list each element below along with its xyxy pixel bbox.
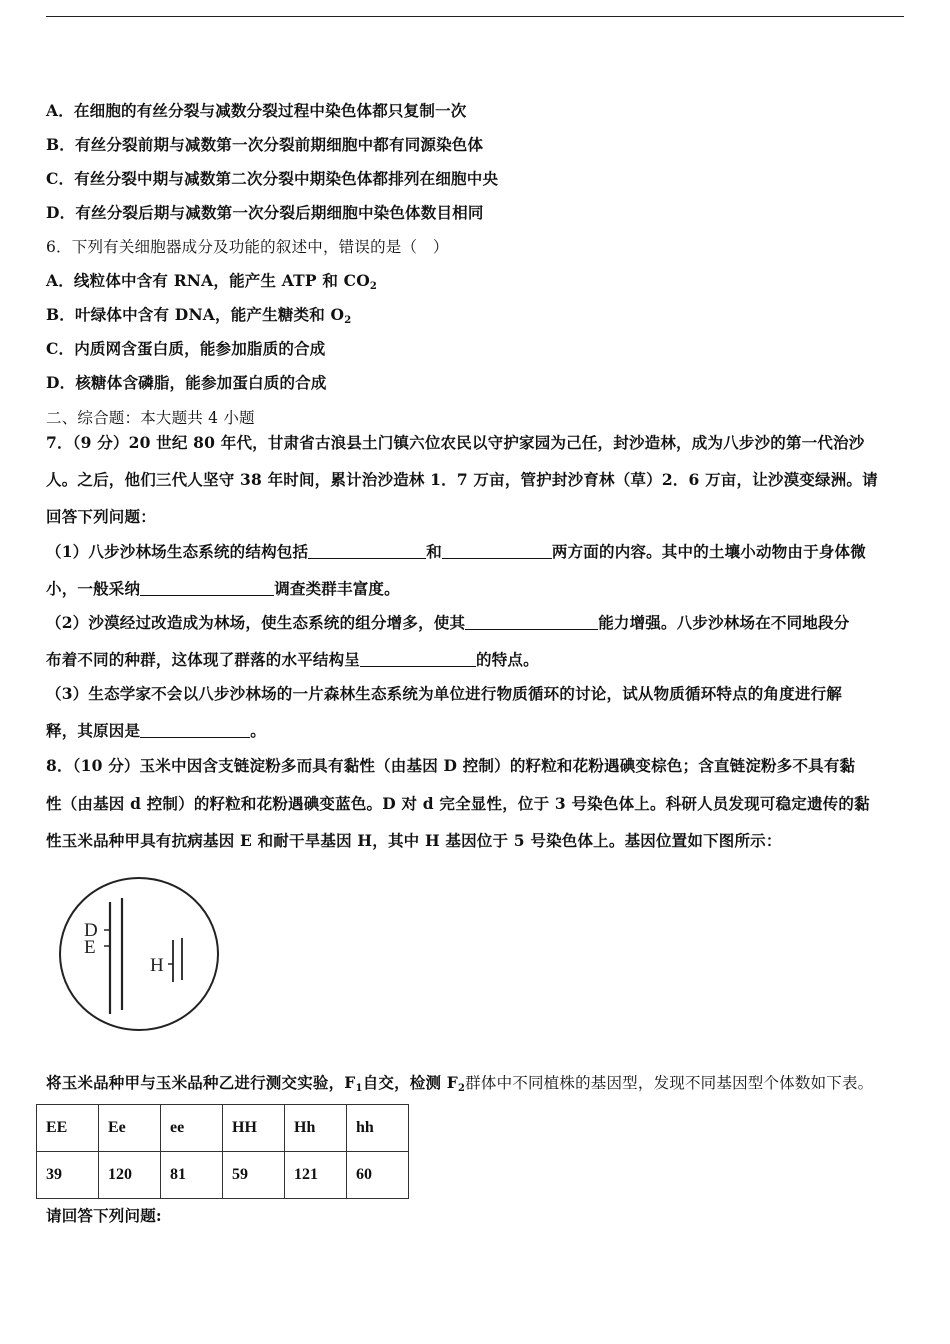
q5-option-b: B．有丝分裂前期与减数第一次分裂前期细胞中都有同源染色体 (46, 135, 484, 154)
q8-line-3: 性玉米品种甲具有抗病基因 E 和耐干旱基因 H，其中 H 基因位于 5 号染色体上。基因位置如下图所示： (46, 831, 782, 850)
q7-part1-text-d: 小，一般采纳 (46, 579, 141, 598)
q7-line-1: 7．（9 分）20 世纪 80 年代，甘肃省古浪县土门镇六位农民以守护家园为己任，封沙造林，成为八步沙的第一代治沙 (46, 433, 865, 452)
table-header-cell: hh (347, 1105, 409, 1152)
q8-ask: 请回答下列问题: (46, 1206, 162, 1225)
table-cell: 39 (37, 1152, 99, 1199)
q8-cross-text-b: 自交，检测 F (362, 1073, 458, 1092)
q6-option-b-sub: 2 (344, 315, 352, 326)
q7-line-2: 人。之后，他们三代人坚守 38 年时间，累计治沙造林 1．7 万亩，管护封沙育林（草）2．6 万亩，让沙漠变绿洲。请 (46, 470, 878, 489)
table-header-cell: Hh (285, 1105, 347, 1152)
q7-part3-text-c: 。 (250, 721, 266, 740)
gene-h-label: H (150, 955, 164, 976)
q7-part1-text-c: 两方面的内容。其中的土壤小动物由于身体微 (551, 542, 866, 561)
q7-part3-line1: （3）生态学家不会以八步沙林场的一片森林生态系统为单位进行物质循环的讨论，试从物质循环特点的角度进行解 (46, 684, 842, 703)
answer-blank[interactable] (140, 580, 274, 596)
header-rule (46, 16, 904, 17)
gene-d-label: D (84, 920, 98, 941)
q7-part1-text-e: 调查类群丰富度。 (274, 579, 400, 598)
q7-part2-text-a: （2）沙漠经过改造成为林场，使生态系统的组分增多，使其 (46, 613, 466, 632)
q7-part1-line2 (46, 579, 400, 599)
q6-option-b-text: B．叶绿体中含有 DNA，能产生糖类和 O (46, 305, 345, 324)
gene-e-label: E (84, 937, 96, 958)
table-header-cell: ee (161, 1105, 223, 1152)
q8-line-2: 性（由基因 d 控制）的籽粒和花粉遇碘变蓝色。D 对 d 完全显性，位于 3 号染色体上。科研人员发现可稳定遗传的黏 (46, 794, 870, 813)
table-cell: 59 (223, 1152, 285, 1199)
q6-stem: 6．下列有关细胞器成分及功能的叙述中，错误的是（ ） (46, 238, 449, 256)
answer-blank[interactable] (140, 722, 250, 738)
q7-line-3: 回答下列问题： (46, 507, 156, 526)
q8-cross-sub-2: 2 (458, 1083, 466, 1094)
table-cell: 121 (285, 1152, 347, 1199)
table-header-row (37, 1105, 409, 1152)
q8-cross-text-c: 群体中不同植株的基因型，发现不同基因型个体数如下表。 (465, 1074, 874, 1092)
table-header-cell: Ee (99, 1105, 161, 1152)
cell-diagram (56, 874, 226, 1034)
q7-part2-text-d: 的特点。 (476, 650, 539, 669)
q7-part1-text-a: （1）八步沙林场生态系统的结构包括 (46, 542, 309, 561)
q6-option-a (46, 271, 377, 291)
q7-part2-text-b: 能力增强。八步沙林场在不同地段分 (598, 613, 850, 632)
answer-blank[interactable] (442, 543, 552, 559)
answer-blank[interactable] (308, 543, 426, 559)
genotype-table (36, 1104, 409, 1199)
q6-option-b (46, 305, 351, 325)
q7-part2-line2 (46, 650, 539, 670)
q6-option-a-text: A．线粒体中含有 RNA，能产生 ATP 和 CO (46, 271, 370, 290)
q7-part1-line1 (46, 542, 866, 562)
q5-option-a: A．在细胞的有丝分裂与减数分裂过程中染色体都只复制一次 (46, 101, 467, 120)
table-header-cell: HH (223, 1105, 285, 1152)
q7-part2-text-c: 布着不同的种群，这体现了群落的水平结构呈 (46, 650, 361, 669)
q6-option-d: D．核糖体含磷脂，能参加蛋白质的合成 (46, 373, 327, 392)
q7-part3-line2 (46, 721, 266, 741)
q6-option-c: C．内质网含蛋白质，能参加脂质的合成 (46, 339, 326, 358)
q7-part3-text-b: 释，其原因是 (46, 721, 141, 740)
q8-cross-text-a: 将玉米品种甲与玉米品种乙进行测交实验，F (46, 1073, 356, 1092)
q8-cross-sub-1: 1 (355, 1083, 363, 1094)
q7-part1-text-b: 和 (426, 542, 442, 561)
section-heading: 二、综合题：本大题共 4 小题 (46, 409, 255, 427)
q8-cross-text (46, 1073, 873, 1093)
table-cell: 60 (347, 1152, 409, 1199)
table-row (37, 1152, 409, 1199)
table-cell: 81 (161, 1152, 223, 1199)
chromosome-figure (56, 874, 226, 1038)
q5-option-c: C．有丝分裂中期与减数第二次分裂中期染色体都排列在细胞中央 (46, 169, 499, 188)
q5-option-d: D．有丝分裂后期与减数第一次分裂后期细胞中染色体数目相同 (46, 203, 484, 222)
table-cell: 120 (99, 1152, 161, 1199)
table-header-cell: EE (37, 1105, 99, 1152)
q6-option-a-sub: 2 (369, 281, 378, 292)
answer-blank[interactable] (360, 651, 476, 667)
q7-part2-line1 (46, 613, 849, 633)
q8-line-1: 8．（10 分）玉米中因含支链淀粉多而具有黏性（由基因 D 控制）的籽粒和花粉遇碘变棕色；含直链淀粉多不具有黏 (46, 756, 856, 775)
answer-blank[interactable] (465, 614, 598, 630)
